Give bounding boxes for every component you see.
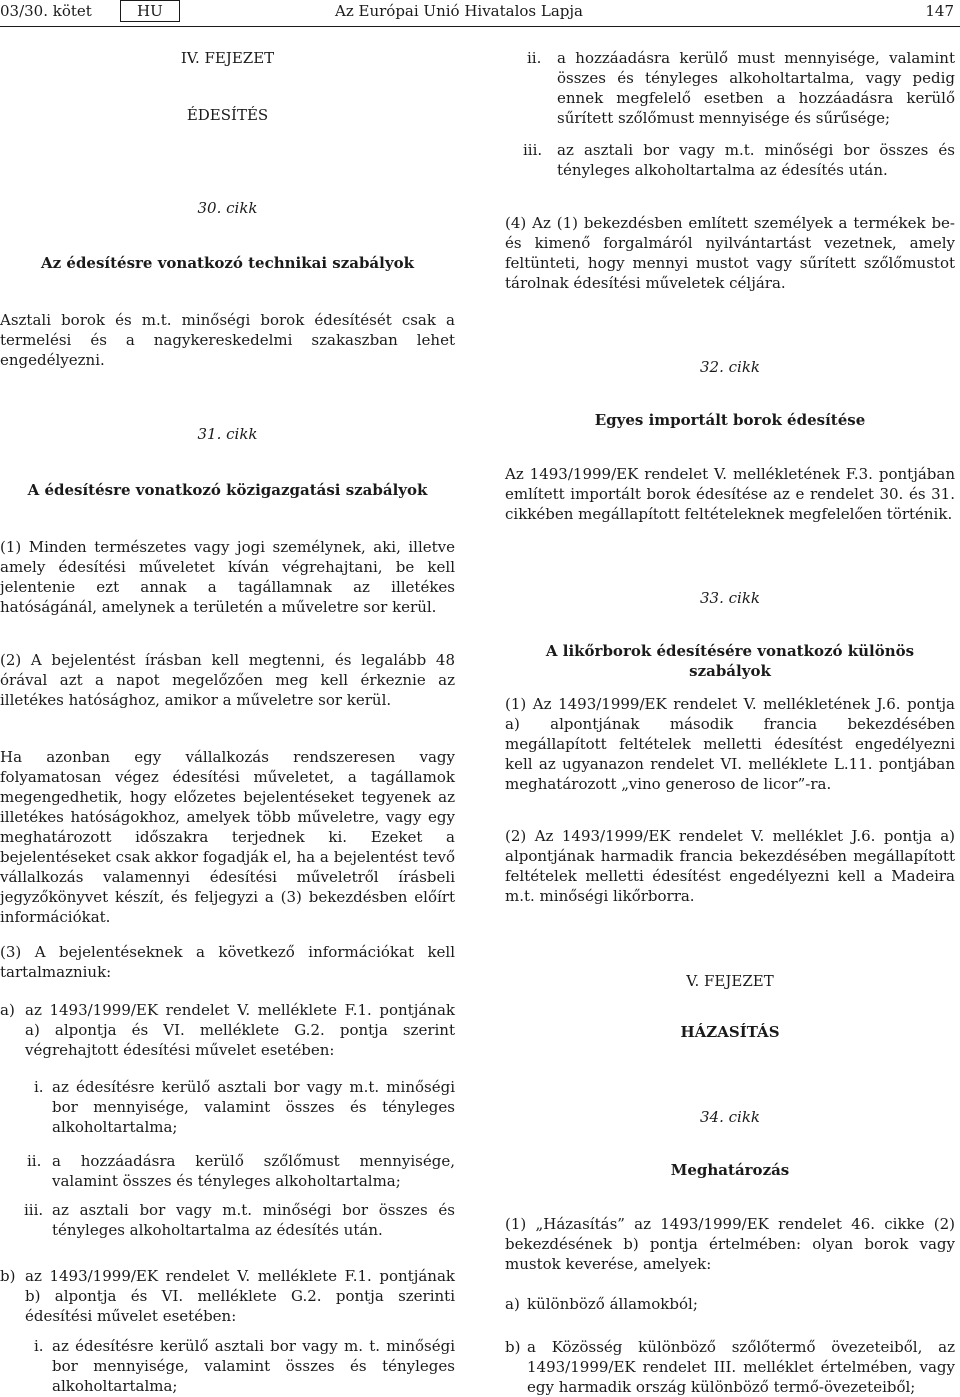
list-item-text: különböző államokból; bbox=[527, 1295, 698, 1313]
list-marker: a) bbox=[0, 1001, 15, 1019]
list-item-text: az asztali bor vagy m.t. minőségi bor összes és tényleges alkoholtartalma az édesítés után. bbox=[557, 141, 955, 179]
article-32-title: Egyes importált borok édesítése bbox=[594, 411, 866, 429]
page-header bbox=[0, 0, 960, 26]
article-34-number: 34. cikk bbox=[700, 1108, 760, 1126]
list-marker: i. bbox=[34, 1337, 44, 1355]
paragraph-1: (1) Minden természetes vagy jogi személynek, aki, illetve amely édesítési műveletet kíván végrehajtani, be kell jelentenie ezt annak a tagállamnak az illetékes hatóságánál, amelynek a területén a műveletre sor kerül. bbox=[0, 538, 455, 616]
article-32-text: Az 1493/1999/EK rendelet V. mellékletének F.3. pontjában említett importált borok édesítése az e rendelet 30. és 31. cikkében megállapított feltételeknek megfelelően történik. bbox=[505, 465, 955, 523]
header-rule bbox=[0, 26, 960, 27]
chapter-heading: IV. FEJEZET bbox=[180, 49, 275, 67]
list-item-text: az édesítésre kerülő asztali bor vagy m.t. minőségi bor mennyisége, valamint összes és tényleges alkoholtartalma; bbox=[52, 1078, 455, 1136]
paragraph-3: (3) A bejelentéseknek a következő információkat kell tartalmazniuk: bbox=[0, 943, 455, 981]
article-32-number: 32. cikk bbox=[700, 358, 760, 376]
chapter-5-heading: V. FEJEZET bbox=[686, 972, 774, 990]
list-item-text: az édesítésre kerülő asztali bor vagy m. t. minőségi bor mennyisége, valamint összes és tényleges alkoholtartalma; bbox=[52, 1337, 455, 1395]
list-marker: b) bbox=[505, 1338, 521, 1356]
list-item-text: a hozzáadásra kerülő szőlőmust mennyisége, valamint összes és tényleges alkoholtartalma; bbox=[52, 1152, 455, 1190]
article-33-number: 33. cikk bbox=[700, 589, 760, 607]
list-marker: iii. bbox=[523, 141, 543, 159]
list-marker: iii. bbox=[24, 1201, 44, 1219]
list-item-text: az 1493/1999/EK rendelet V. melléklete F.1. pontjának a) alpontja és VI. melléklete G.2. pontja szerint végrehajtott édesítési művelet esetében: bbox=[25, 1001, 455, 1059]
page-number: 147 bbox=[925, 2, 954, 20]
list-marker: i. bbox=[34, 1078, 44, 1096]
list-marker: a) bbox=[505, 1295, 520, 1313]
article-34-title: Meghatározás bbox=[670, 1161, 790, 1179]
journal-title: Az Európai Unió Hivatalos Lapja bbox=[335, 2, 583, 20]
list-marker: ii. bbox=[527, 49, 542, 67]
chapter-title: ÉDESÍTÉS bbox=[186, 106, 269, 124]
article-31-title: A édesítésre vonatkozó közigazgatási szabályok bbox=[27, 481, 428, 499]
list-item-text: az asztali bor vagy m.t. minőségi bor összes és tényleges alkoholtartalma az édesítés után. bbox=[52, 1201, 455, 1239]
list-marker: b) bbox=[0, 1267, 16, 1285]
article-30-number: 30. cikk bbox=[197, 199, 258, 217]
chapter-5-title: HÁZASÍTÁS bbox=[680, 1023, 780, 1041]
volume-number: 03/30. kötet bbox=[0, 2, 92, 20]
language-badge: HU bbox=[120, 0, 180, 22]
paragraph-4: (4) Az (1) bekezdésben említett személyek a termékek be- és kimenő forgalmáról nyilvántartást vezetnek, amely feltünteti, hogy mennyi mustot vagy sűrített szőlőmustot tárolnak édesítési műveletek céljára. bbox=[505, 214, 955, 292]
paragraph-2-continued: Ha azonban egy vállalkozás rendszeresen vagy folyamatosan végez édesítési műveletet, a tagállamok megengedhetik, hogy előzetes bejelentéseket tegyenek az illetékes hatóságokhoz, amelyek több műveletre, vagy egy meghatározott időszakra terjednek ki. Ezeket a bejelentéseket csak akkor fogadják el, ha a bejelentést tevő vállalkozás valamennyi édesítési műveletről írásbeli jegyzőkönyvet készít, és feljegyzi a (3) bekezdésben előírt információkat. bbox=[0, 748, 455, 926]
article-31-number: 31. cikk bbox=[197, 425, 258, 443]
article-33-paragraph-2: (2) Az 1493/1999/EK rendelet V. melléklet J.6. pontja a) alpontjának harmadik francia bekezdésében megállapított feltételek melletti édesítést engedélyezni kell a Madeira m.t. minőségi likőrborra. bbox=[505, 827, 955, 905]
article-30-title: Az édesítésre vonatkozó technikai szabályok bbox=[41, 254, 414, 272]
article-34-paragraph-1: (1) „Házasítás” az 1493/1999/EK rendelet 46. cikke (2) bekezdésének b) pontja értelmében: olyan borok vagy mustok keverése, amelyek: bbox=[505, 1215, 955, 1273]
paragraph-2: (2) A bejelentést írásban kell megtenni, és legalább 48 órával azt a napot megelőzően meg kell érkeznie az illetékes hatósághoz, amikor a műveletre sor kerül. bbox=[0, 651, 455, 709]
list-item-text: a hozzáadásra kerülő must mennyisége, valamint összes és tényleges alkoholtartalma, vagy pedig ennek megfelelő esetben a hozzáadásra kerülő sűrített szőlőmust mennyisége és sűrűsége; bbox=[557, 49, 955, 127]
list-item-text: a Közösség különböző szőlőtermő övezeteiből, az 1493/1999/EK rendelet III. melléklet értelmében, vagy egy harmadik ország különböző termő-övezeteiből; bbox=[527, 1338, 955, 1396]
article-30-text: Asztali borok és m.t. minőségi borok édesítését csak a termelési és a nagykereskedelmi szakaszban lehet engedélyezni. bbox=[0, 311, 455, 369]
list-item-text: az 1493/1999/EK rendelet V. melléklete F.1. pontjának b) alpontja és VI. melléklete G.2. pontja szerinti édesítési művelet esetében: bbox=[25, 1267, 455, 1325]
article-33-paragraph-1: (1) Az 1493/1999/EK rendelet V. mellékletének J.6. pontja a) alpontjának második francia bekezdésében megállapított feltételek melletti édesítést engedélyezni kell az ugyanazon rendelet VI. melléklete L.11. pontjában meghatározott „vino generoso de licor”-ra. bbox=[505, 695, 955, 793]
list-marker: ii. bbox=[27, 1152, 42, 1170]
article-33-title: A likőrborok édesítésére vonatkozó különös szabályok bbox=[545, 642, 915, 680]
